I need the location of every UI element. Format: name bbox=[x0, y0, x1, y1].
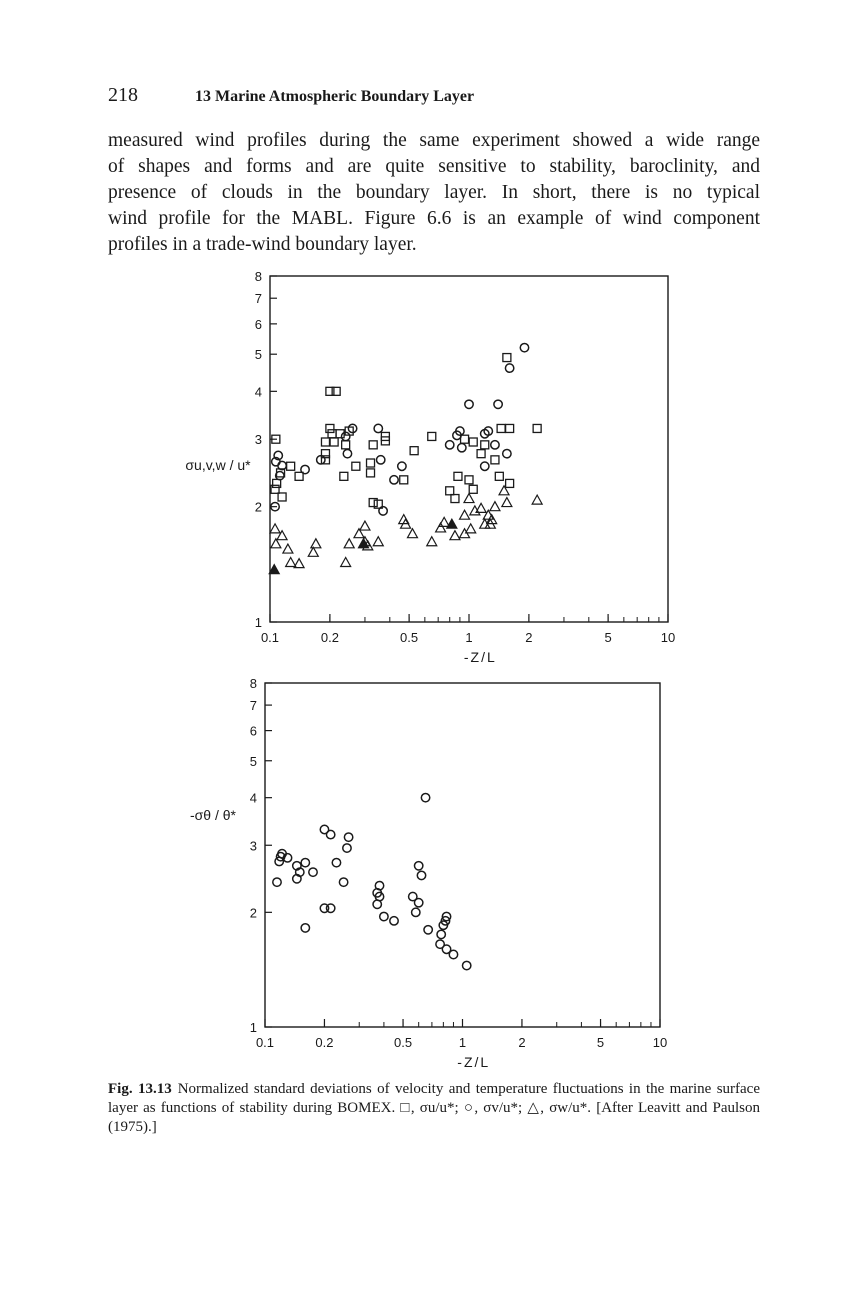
data-point-triangle bbox=[450, 531, 460, 540]
data-point-circle bbox=[275, 857, 283, 865]
data-point-triangle bbox=[341, 557, 351, 566]
data-point-square bbox=[465, 476, 473, 484]
figure-caption bbox=[108, 1080, 760, 1137]
data-point-triangle bbox=[277, 531, 287, 540]
y-tick-label: 5 bbox=[254, 347, 262, 363]
data-point-circle bbox=[520, 343, 528, 351]
plot-frame bbox=[265, 683, 660, 1027]
caption-text: Normalized standard deviations of velocity and temperature fluctuations in the marine surface layer as functions of stability during BOMEX. □, σu/u*; ○, σv/u*; △, σw/u*. [After Leavitt and Paulson (1975).] bbox=[108, 1081, 760, 1135]
data-point-circle bbox=[417, 871, 425, 879]
x-tick-label: 0.2 bbox=[320, 630, 339, 645]
data-point-triangle bbox=[344, 539, 354, 548]
y-tick-label: 4 bbox=[249, 790, 257, 806]
data-point-square bbox=[352, 462, 360, 470]
data-point-circle bbox=[301, 924, 309, 932]
data-point-triangle bbox=[407, 529, 417, 538]
data-point-square bbox=[506, 424, 514, 432]
data-point-square bbox=[287, 462, 295, 470]
data-point-triangle bbox=[373, 537, 383, 546]
data-point-circle bbox=[332, 858, 340, 866]
y-tick-label: 2 bbox=[254, 499, 262, 515]
data-point-circle bbox=[424, 926, 432, 934]
x-tick-label: 0.1 bbox=[260, 630, 280, 645]
data-point-square bbox=[278, 493, 286, 501]
data-point-square bbox=[497, 424, 505, 432]
data-point-square bbox=[326, 424, 334, 432]
body-line: of shapes and forms and are quite sensitive to stability, baroclinity, and bbox=[108, 156, 760, 177]
body-line: measured wind profiles during the same experiment showed a wide range bbox=[108, 130, 760, 151]
data-point-circle bbox=[437, 930, 445, 938]
data-point-square bbox=[367, 469, 375, 477]
data-point-circle bbox=[343, 844, 351, 852]
data-point-circle bbox=[465, 400, 473, 408]
x-tick-label: 10 bbox=[660, 630, 676, 645]
data-point-circle bbox=[503, 449, 511, 457]
data-point-square bbox=[340, 472, 348, 480]
data-point-square bbox=[428, 432, 436, 440]
data-point-triangle bbox=[460, 510, 470, 519]
data-point-filled-triangle bbox=[269, 565, 279, 574]
data-point-square bbox=[495, 472, 503, 480]
y-tick-label: 4 bbox=[254, 384, 262, 400]
data-point-circle bbox=[412, 908, 420, 916]
data-point-circle bbox=[414, 862, 422, 870]
y-tick-label: 6 bbox=[249, 723, 257, 739]
body-line: wind profile for the MABL. Figure 6.6 is an example of wind component bbox=[108, 208, 760, 229]
x-axis-label: -Z/L bbox=[457, 1054, 491, 1070]
x-tick-label: 5 bbox=[604, 630, 612, 645]
y-tick-label: 1 bbox=[249, 1020, 257, 1035]
y-axis-label: -σθ / θ* bbox=[190, 807, 236, 823]
y-axis-label: σu,v,w / u* bbox=[185, 457, 251, 473]
x-tick-label: 0.2 bbox=[315, 1035, 334, 1050]
y-tick-label: 3 bbox=[249, 838, 257, 854]
x-tick-label: 0.5 bbox=[394, 1035, 413, 1050]
y-tick-label: 8 bbox=[254, 269, 262, 284]
data-point-triangle bbox=[283, 544, 293, 553]
x-tick-label: 0.5 bbox=[400, 630, 419, 645]
data-point-circle bbox=[326, 830, 334, 838]
data-point-square bbox=[451, 495, 459, 503]
data-point-triangle bbox=[427, 537, 437, 546]
data-point-square bbox=[400, 476, 408, 484]
data-point-square bbox=[506, 479, 514, 487]
data-point-circle bbox=[301, 858, 309, 866]
data-point-circle bbox=[494, 400, 502, 408]
y-tick-label: 7 bbox=[254, 291, 262, 307]
data-point-circle bbox=[398, 462, 406, 470]
data-point-triangle bbox=[308, 547, 318, 556]
data-point-circle bbox=[326, 904, 334, 912]
data-point-circle bbox=[390, 917, 398, 925]
x-tick-label: 2 bbox=[525, 630, 533, 645]
data-point-square bbox=[491, 456, 499, 464]
data-point-circle bbox=[343, 449, 351, 457]
chart-1 bbox=[185, 269, 675, 665]
data-point-triangle bbox=[286, 557, 296, 566]
y-tick-label: 6 bbox=[254, 316, 262, 332]
data-point-circle bbox=[462, 961, 470, 969]
data-point-square bbox=[533, 424, 541, 432]
data-point-circle bbox=[446, 441, 454, 449]
data-point-circle bbox=[449, 950, 457, 958]
y-tick-label: 8 bbox=[249, 676, 257, 691]
data-point-triangle bbox=[360, 521, 370, 530]
plot-frame bbox=[270, 276, 668, 622]
data-point-square bbox=[321, 438, 329, 446]
data-point-triangle bbox=[311, 539, 321, 548]
data-point-circle bbox=[380, 912, 388, 920]
data-point-circle bbox=[273, 878, 281, 886]
data-point-circle bbox=[317, 456, 325, 464]
data-point-circle bbox=[414, 898, 422, 906]
chapter-title: 13 Marine Atmospheric Boundary Layer bbox=[195, 88, 475, 105]
x-axis-label: -Z/L bbox=[463, 649, 497, 665]
data-point-circle bbox=[505, 364, 513, 372]
y-tick-label: 7 bbox=[249, 698, 257, 714]
data-point-square bbox=[295, 472, 303, 480]
data-point-circle bbox=[339, 878, 347, 886]
x-tick-label: 1 bbox=[458, 1035, 467, 1050]
data-point-square bbox=[330, 438, 338, 446]
x-tick-label: 10 bbox=[652, 1035, 668, 1050]
x-tick-label: 0.1 bbox=[255, 1035, 275, 1050]
data-point-square bbox=[454, 472, 462, 480]
data-point-square bbox=[367, 459, 375, 467]
data-point-circle bbox=[377, 456, 385, 464]
data-point-square bbox=[503, 354, 511, 362]
data-point-square bbox=[446, 487, 454, 495]
data-point-circle bbox=[374, 424, 382, 432]
x-tick-label: 5 bbox=[596, 1035, 605, 1050]
data-point-triangle bbox=[532, 495, 542, 504]
data-point-square bbox=[481, 441, 489, 449]
body-line: profiles in a trade-wind boundary layer. bbox=[108, 234, 417, 255]
y-tick-label: 2 bbox=[249, 905, 257, 921]
data-point-filled-triangle bbox=[447, 519, 457, 528]
data-point-square bbox=[469, 438, 477, 446]
data-point-square bbox=[342, 441, 350, 449]
data-point-circle bbox=[309, 868, 317, 876]
data-point-triangle bbox=[464, 494, 474, 503]
data-point-circle bbox=[421, 793, 429, 801]
data-point-circle bbox=[344, 833, 352, 841]
x-tick-label: 1 bbox=[465, 630, 473, 645]
data-point-circle bbox=[301, 465, 309, 473]
data-point-circle bbox=[491, 441, 499, 449]
x-tick-label: 2 bbox=[518, 1035, 526, 1050]
data-point-triangle bbox=[466, 524, 476, 533]
data-point-square bbox=[328, 430, 336, 438]
data-point-circle bbox=[481, 462, 489, 470]
data-point-circle bbox=[379, 507, 387, 515]
data-point-square bbox=[369, 441, 377, 449]
data-point-triangle bbox=[270, 524, 280, 533]
y-tick-label: 1 bbox=[254, 615, 262, 630]
caption-label: Fig. 13.13 bbox=[108, 1081, 172, 1097]
y-tick-label: 5 bbox=[249, 753, 257, 769]
data-point-circle bbox=[458, 444, 466, 452]
page-number: 218 bbox=[108, 84, 138, 106]
data-point-square bbox=[469, 485, 477, 493]
body-line: presence of clouds in the boundary layer. In short, there is no typical bbox=[108, 182, 760, 203]
data-point-square bbox=[477, 450, 485, 458]
data-point-square bbox=[410, 447, 418, 455]
chart-2 bbox=[190, 676, 667, 1070]
data-point-triangle bbox=[502, 498, 512, 507]
data-point-circle bbox=[390, 476, 398, 484]
y-tick-label: 3 bbox=[254, 432, 262, 448]
data-point-triangle bbox=[490, 502, 500, 511]
